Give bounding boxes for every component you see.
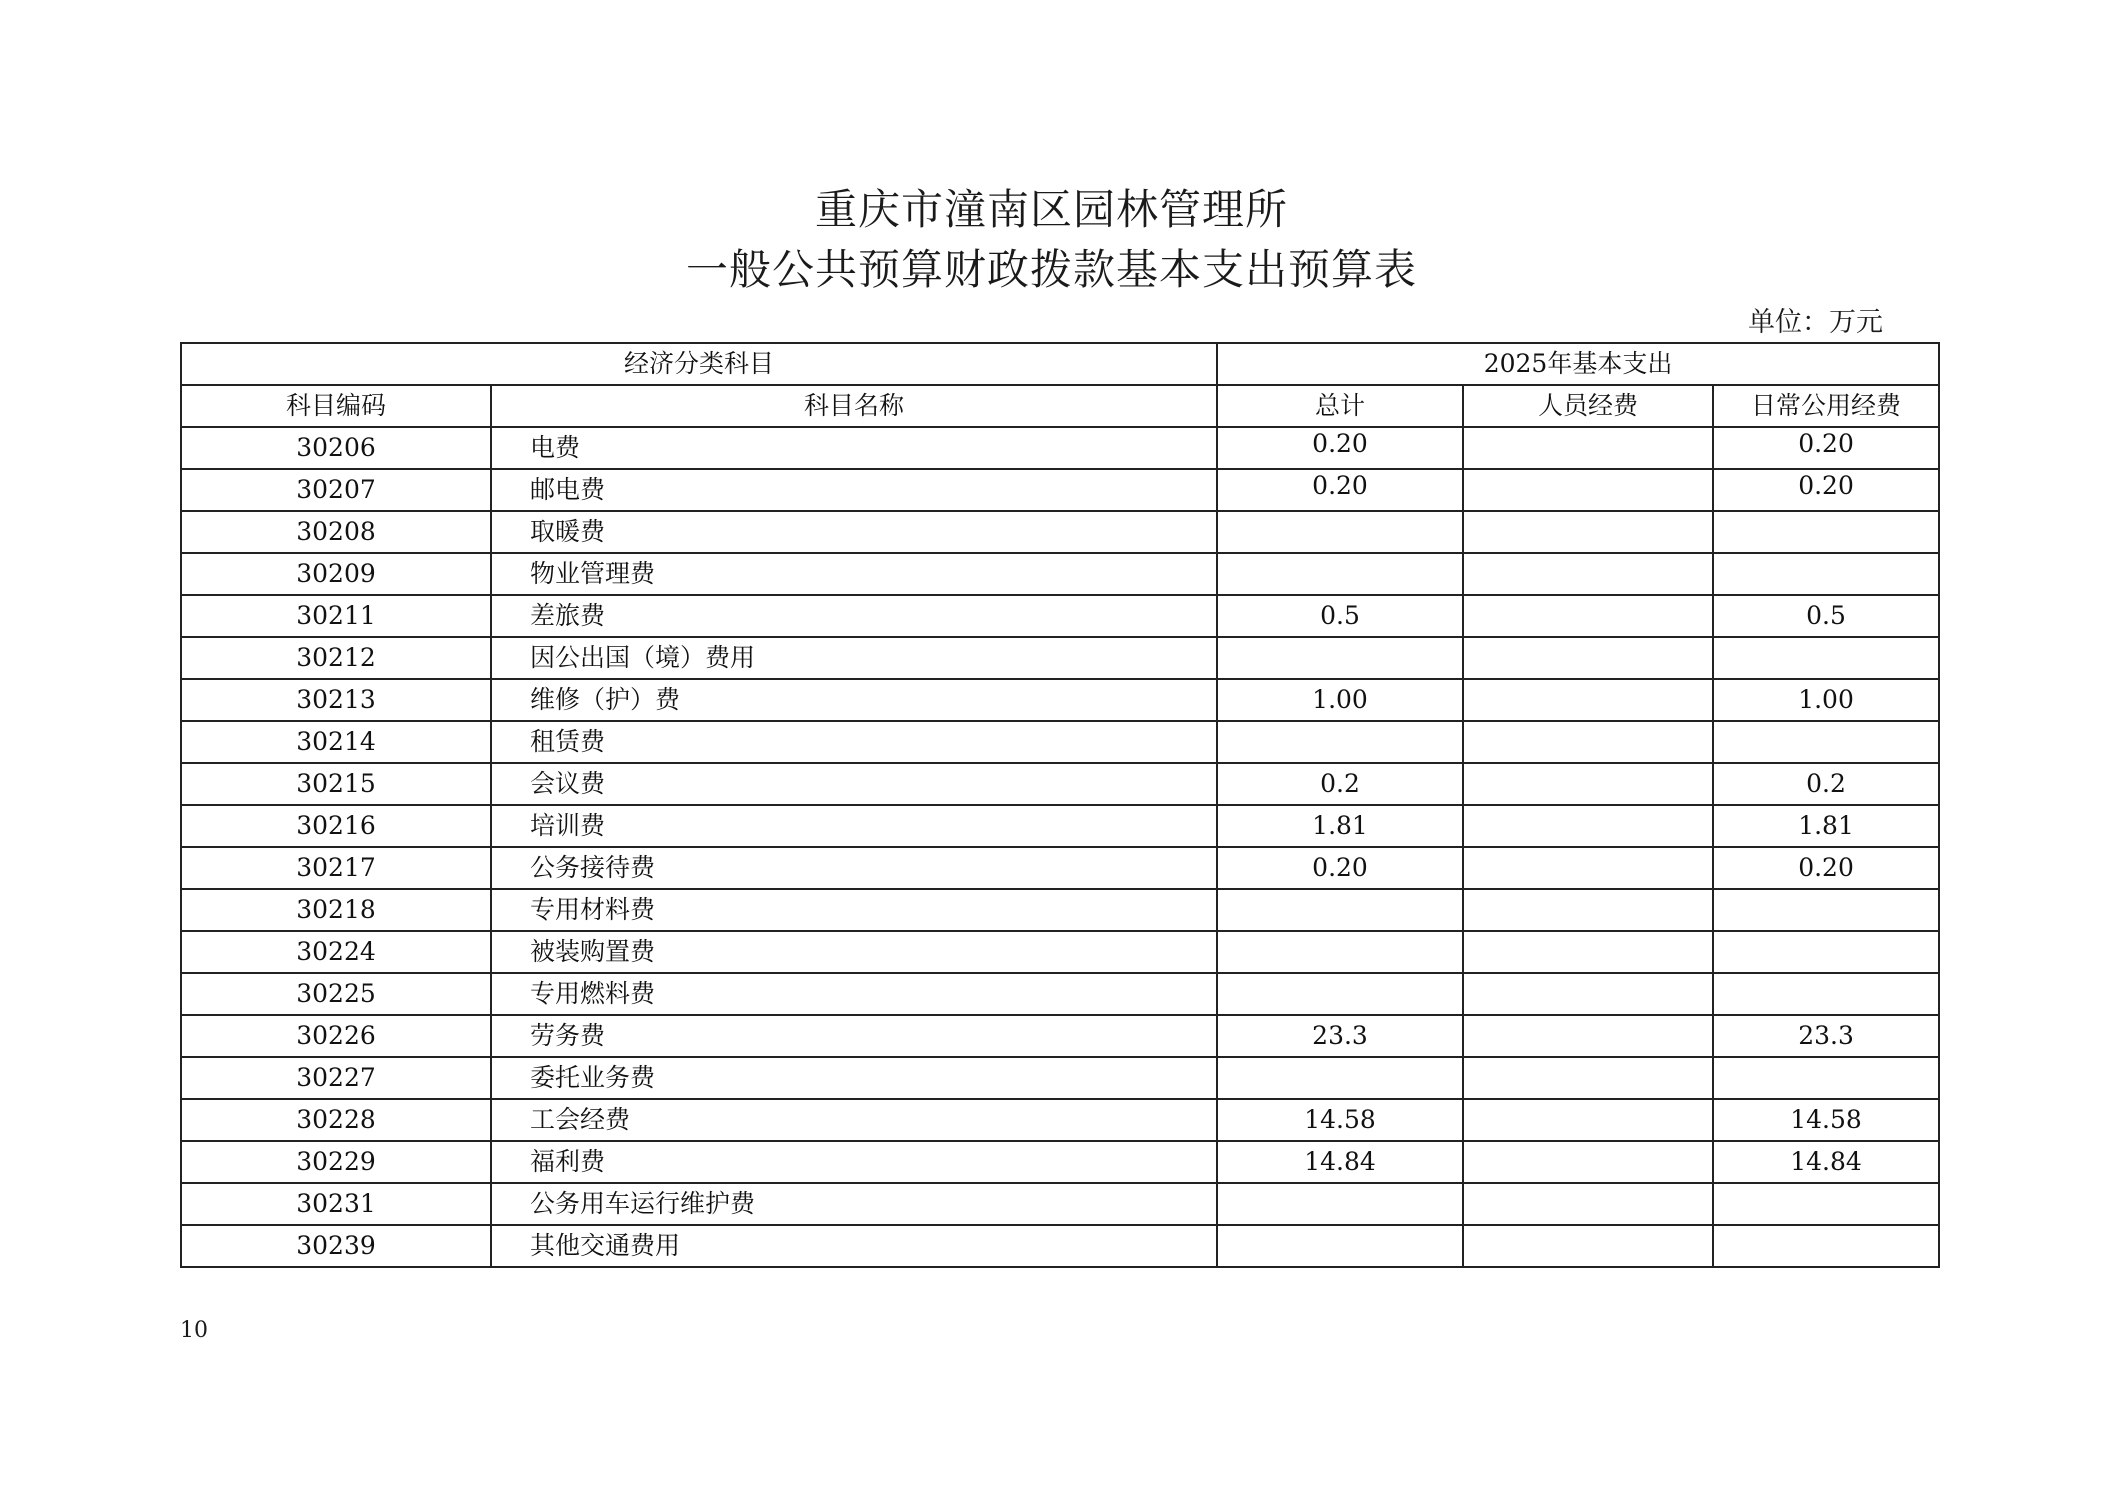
row-public <box>1713 931 1939 973</box>
table-body <box>181 427 1939 1267</box>
row-total <box>1217 889 1463 931</box>
table-row <box>181 1141 1939 1183</box>
row-code: 30206 <box>181 427 491 469</box>
row-name: 差旅费 <box>491 595 1217 637</box>
title-line-organization: 重庆市潼南区园林管理所 <box>814 185 1288 234</box>
table-row <box>181 637 1939 679</box>
row-personnel <box>1463 553 1713 595</box>
row-personnel <box>1463 721 1713 763</box>
row-public: 0.5 <box>1713 595 1939 637</box>
table-row <box>181 1225 1939 1267</box>
row-name: 维修（护）费 <box>491 679 1217 721</box>
table-row <box>181 805 1939 847</box>
row-code: 30213 <box>181 679 491 721</box>
column-header-code: 科目编码 <box>181 385 491 427</box>
column-header-personnel: 人员经费 <box>1463 385 1713 427</box>
row-code: 30239 <box>181 1225 491 1267</box>
table-row <box>181 1057 1939 1099</box>
table-row <box>181 595 1939 637</box>
row-code: 30225 <box>181 973 491 1015</box>
row-public: 1.00 <box>1713 679 1939 721</box>
row-personnel <box>1463 469 1713 511</box>
row-total: 1.00 <box>1217 679 1463 721</box>
row-personnel <box>1463 1099 1713 1141</box>
row-code: 30224 <box>181 931 491 973</box>
row-name: 福利费 <box>491 1141 1217 1183</box>
row-name: 专用材料费 <box>491 889 1217 931</box>
row-personnel <box>1463 1015 1713 1057</box>
row-total <box>1217 1183 1463 1225</box>
row-total <box>1217 637 1463 679</box>
row-personnel <box>1463 1183 1713 1225</box>
row-name: 公务接待费 <box>491 847 1217 889</box>
row-total: 0.20 <box>1217 427 1463 469</box>
row-code: 30229 <box>181 1141 491 1183</box>
table-row <box>181 511 1939 553</box>
table-row <box>181 847 1939 889</box>
row-total <box>1217 931 1463 973</box>
row-personnel <box>1463 973 1713 1015</box>
row-public: 1.81 <box>1713 805 1939 847</box>
row-total: 0.2 <box>1217 763 1463 805</box>
row-code: 30226 <box>181 1015 491 1057</box>
row-code: 30216 <box>181 805 491 847</box>
row-public <box>1713 973 1939 1015</box>
row-name: 会议费 <box>491 763 1217 805</box>
row-name: 被装购置费 <box>491 931 1217 973</box>
row-public <box>1713 721 1939 763</box>
table-row <box>181 553 1939 595</box>
row-personnel <box>1463 805 1713 847</box>
row-total <box>1217 1225 1463 1267</box>
row-code: 30211 <box>181 595 491 637</box>
row-public <box>1713 553 1939 595</box>
table-row <box>181 763 1939 805</box>
row-name: 专用燃料费 <box>491 973 1217 1015</box>
table-row <box>181 973 1939 1015</box>
table-row <box>181 889 1939 931</box>
table-row <box>181 469 1939 511</box>
row-code: 30208 <box>181 511 491 553</box>
row-total: 0.20 <box>1217 847 1463 889</box>
row-name: 租赁费 <box>491 721 1217 763</box>
table-group-header-row <box>181 343 1939 385</box>
title-line-table-name: 一般公共预算财政拨款基本支出预算表 <box>685 245 1417 294</box>
row-public <box>1713 1057 1939 1099</box>
column-header-total: 总计 <box>1217 385 1463 427</box>
row-code: 30218 <box>181 889 491 931</box>
row-code: 30227 <box>181 1057 491 1099</box>
row-code: 30207 <box>181 469 491 511</box>
row-name: 因公出国（境）费用 <box>491 637 1217 679</box>
row-name: 其他交通费用 <box>491 1225 1217 1267</box>
row-personnel <box>1463 763 1713 805</box>
row-name: 邮电费 <box>491 469 1217 511</box>
row-name: 工会经费 <box>491 1099 1217 1141</box>
row-code: 30217 <box>181 847 491 889</box>
row-public: 14.58 <box>1713 1099 1939 1141</box>
table-row <box>181 427 1939 469</box>
row-public: 0.20 <box>1713 469 1939 511</box>
row-personnel <box>1463 1057 1713 1099</box>
row-total <box>1217 973 1463 1015</box>
row-total: 0.5 <box>1217 595 1463 637</box>
row-public: 0.2 <box>1713 763 1939 805</box>
row-personnel <box>1463 931 1713 973</box>
page-number: 10 <box>180 1318 208 1343</box>
table-row <box>181 1183 1939 1225</box>
row-personnel <box>1463 1225 1713 1267</box>
row-personnel <box>1463 679 1713 721</box>
row-total <box>1217 511 1463 553</box>
table-row <box>181 1015 1939 1057</box>
row-total: 0.20 <box>1217 469 1463 511</box>
column-header-public: 日常公用经费 <box>1713 385 1939 427</box>
row-public <box>1713 637 1939 679</box>
row-name: 取暖费 <box>491 511 1217 553</box>
row-public <box>1713 889 1939 931</box>
row-total <box>1217 721 1463 763</box>
column-header-name: 科目名称 <box>491 385 1217 427</box>
row-total <box>1217 1057 1463 1099</box>
table-row <box>181 1099 1939 1141</box>
row-public <box>1713 511 1939 553</box>
row-code: 30228 <box>181 1099 491 1141</box>
row-name: 电费 <box>491 427 1217 469</box>
table-row <box>181 931 1939 973</box>
table-row <box>181 679 1939 721</box>
table-row <box>181 721 1939 763</box>
row-public: 0.20 <box>1713 847 1939 889</box>
row-personnel <box>1463 511 1713 553</box>
row-code: 30215 <box>181 763 491 805</box>
row-name: 公务用车运行维护费 <box>491 1183 1217 1225</box>
row-total: 14.84 <box>1217 1141 1463 1183</box>
row-code: 30231 <box>181 1183 491 1225</box>
row-name: 物业管理费 <box>491 553 1217 595</box>
row-name: 劳务费 <box>491 1015 1217 1057</box>
row-name: 委托业务费 <box>491 1057 1217 1099</box>
table-column-header-row <box>181 385 1939 427</box>
row-personnel <box>1463 427 1713 469</box>
row-code: 30212 <box>181 637 491 679</box>
row-total: 23.3 <box>1217 1015 1463 1057</box>
row-personnel <box>1463 889 1713 931</box>
budget-table <box>180 342 1940 1268</box>
row-public: 14.84 <box>1713 1141 1939 1183</box>
row-name: 培训费 <box>491 805 1217 847</box>
row-public: 0.20 <box>1713 427 1939 469</box>
row-public <box>1713 1183 1939 1225</box>
row-code: 30209 <box>181 553 491 595</box>
row-total: 1.81 <box>1217 805 1463 847</box>
row-personnel <box>1463 847 1713 889</box>
row-personnel <box>1463 1141 1713 1183</box>
group-header-economic-classification: 经济分类科目 <box>181 343 1217 385</box>
group-header-basic-expenditure: 2025年基本支出 <box>1217 343 1939 385</box>
row-total <box>1217 553 1463 595</box>
row-public: 23.3 <box>1713 1015 1939 1057</box>
row-code: 30214 <box>181 721 491 763</box>
row-personnel <box>1463 637 1713 679</box>
row-personnel <box>1463 595 1713 637</box>
unit-label: 单位：万元 <box>1748 307 1883 338</box>
document-title <box>0 180 2103 300</box>
row-total: 14.58 <box>1217 1099 1463 1141</box>
row-public <box>1713 1225 1939 1267</box>
